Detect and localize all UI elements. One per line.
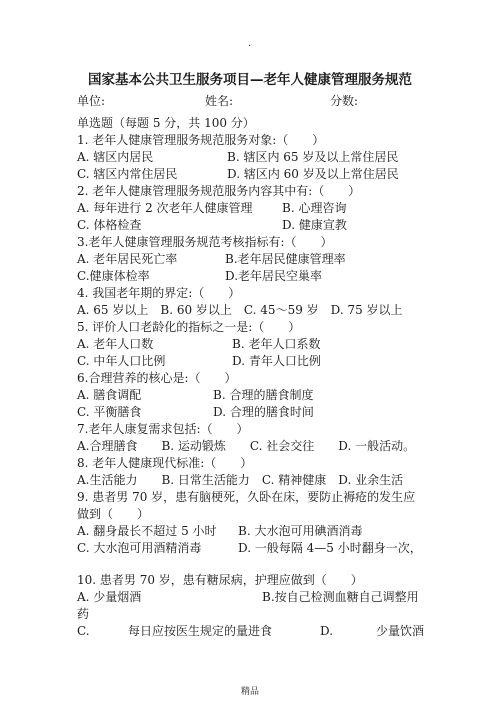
question-10-option-b-continued: 药 bbox=[77, 607, 90, 621]
question-9-option-b: B. 大水泡可用碘酒消毒 bbox=[238, 524, 363, 538]
question-4-stem: 4. 我国老年期的界定:（ ） bbox=[77, 286, 241, 300]
question-9-option-c: C. 大水泡可用酒精消毒 bbox=[77, 541, 202, 555]
question-9-option-a: A. 翻身最长不超过 5 小时 bbox=[77, 524, 217, 538]
question-6-option-b: B. 合理的膳食制度 bbox=[213, 388, 314, 402]
question-3-option-b: B.老年居民健康管理率 bbox=[225, 252, 346, 266]
document-title: 国家基本公共卫生服务项目—老年人健康管理服务规范 bbox=[88, 72, 412, 88]
question-10-option-a: A. 少量烟酒 bbox=[77, 590, 142, 604]
question-2-option-c: C. 体格检查 bbox=[77, 218, 142, 232]
section-heading: 单选题（每题 5 分，共 100 分） bbox=[77, 116, 255, 130]
question-6-option-a: A. 膳食调配 bbox=[77, 388, 142, 402]
question-5-option-c: C. 中年人口比例 bbox=[77, 354, 166, 368]
score-label: 分数: bbox=[330, 94, 359, 108]
name-label: 姓名: bbox=[205, 94, 234, 108]
question-5-option-a: A. 老年人口数 bbox=[77, 337, 154, 351]
question-10-option-c-letter: C. bbox=[77, 624, 90, 638]
question-3-option-c: C.健康体检率 bbox=[77, 269, 150, 283]
question-10-stem: 10. 患者男 70 岁，患有糖尿病，护理应做到（ ） bbox=[77, 573, 363, 587]
question-1-option-d: D. 辖区内 60 岁及以上常住居民 bbox=[227, 167, 399, 181]
question-4-options: A. 65 岁以上 B. 60 岁以上 C. 45～59 岁 D. 75 岁以上 bbox=[77, 303, 403, 317]
question-9-option-d: D. 一般每隔 4—5 小时翻身一次， bbox=[238, 541, 422, 555]
question-5-option-b: B. 老年人口系数 bbox=[232, 337, 321, 351]
header-dot: . bbox=[248, 38, 252, 49]
question-9-stem-line-1: 9. 患者男 70 岁，患有脑梗死，久卧在床，要防止褥疮的发生应 bbox=[77, 490, 416, 504]
question-9-stem-line-2: 做到（ ） bbox=[77, 507, 150, 521]
question-3-option-d: D.老年居民空巢率 bbox=[225, 269, 323, 283]
question-2-option-b: B. 心理咨询 bbox=[282, 201, 347, 215]
question-1-option-c: C. 辖区内常住居民 bbox=[77, 167, 178, 181]
question-10-option-d-letter: D. bbox=[320, 624, 334, 638]
page-footer: 精品 bbox=[240, 687, 259, 697]
question-10-option-b: B.按自己检测血糖自己调整用 bbox=[262, 590, 419, 604]
question-6-option-d: D. 合理的膳食时间 bbox=[213, 405, 314, 419]
question-8-options: A.生活能力 B. 日常生活能力 C. 精神健康 D. 业余生活 bbox=[77, 473, 404, 487]
unit-label: 单位: bbox=[77, 94, 106, 108]
question-10-option-d-text: 少量饮酒 bbox=[376, 624, 425, 638]
question-7-options: A.合理膳食 B. 运动锻炼 C. 社会交往 D. 一般活动。 bbox=[77, 439, 416, 453]
question-2-option-a: A. 每年进行 2 次老年人健康管理 bbox=[77, 201, 253, 215]
question-6-stem: 6.合理营养的核心是:（ ） bbox=[77, 371, 237, 385]
question-2-stem: 2. 老年人健康管理服务规范服务内容其中有:（ ） bbox=[77, 184, 361, 198]
question-2-option-d: D. 健康宣教 bbox=[282, 218, 347, 232]
question-1-stem: 1. 老年人健康管理服务规范服务对象:（ ） bbox=[77, 133, 325, 147]
question-8-stem: 8. 老年人健康现代标准:（ ） bbox=[77, 456, 253, 470]
question-10-option-c-text: 每日应按医生规定的量进食 bbox=[128, 624, 273, 638]
question-1-option-b: B. 辖区内 65 岁及以上常住居民 bbox=[227, 150, 399, 164]
question-1-option-a: A. 辖区内居民 bbox=[77, 150, 154, 164]
question-5-option-d: D. 青年人口比例 bbox=[232, 354, 321, 368]
question-3-option-a: A. 老年居民死亡率 bbox=[77, 252, 178, 266]
question-7-stem: 7.老年人康复需求包括:（ ） bbox=[77, 422, 249, 436]
question-6-option-c: C. 平衡膳食 bbox=[77, 405, 142, 419]
question-5-stem: 5. 评价人口老龄化的指标之一是:（ ） bbox=[77, 320, 301, 334]
question-3-stem: 3.老年人健康管理服务规范考核指标有:（ ） bbox=[77, 235, 333, 249]
